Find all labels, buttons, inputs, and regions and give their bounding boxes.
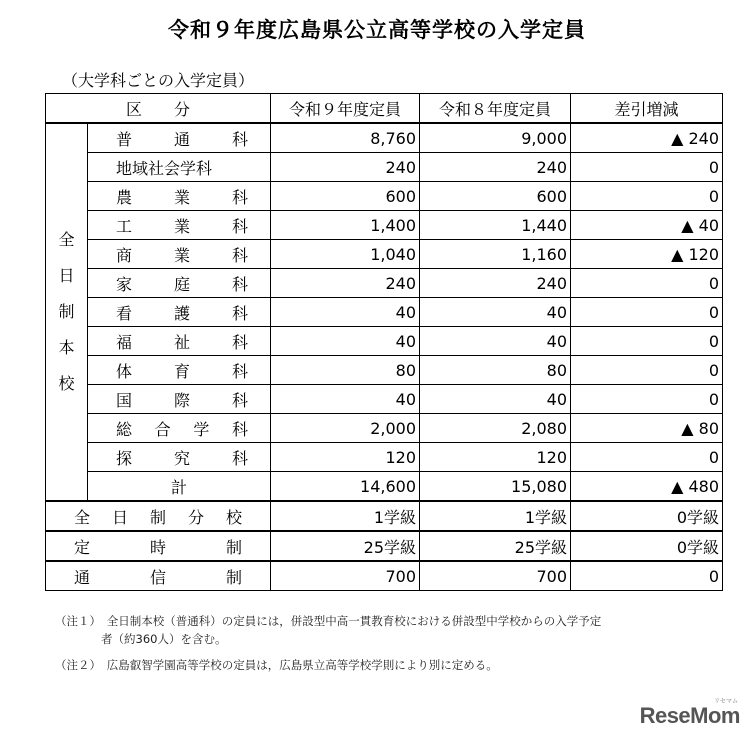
cell-r8: 40 xyxy=(420,327,571,356)
cell-r9: 240 xyxy=(271,153,420,182)
row-label: 通信制 xyxy=(46,561,271,591)
cell-diff: 0 xyxy=(571,327,723,356)
cell-diff: 0 xyxy=(571,356,723,385)
row-label: 国際科 xyxy=(88,385,271,414)
row-label: 総合学科 xyxy=(88,414,271,443)
cell-diff: ▲ 80 xyxy=(571,414,723,443)
row-label: 福祉科 xyxy=(88,327,271,356)
cell-diff: 0 xyxy=(571,153,723,182)
row-label: 普通科 xyxy=(88,123,271,153)
group-label-char: 校 xyxy=(58,374,75,393)
cell-r9: 8,760 xyxy=(271,123,420,153)
cell-r8: 700 xyxy=(420,561,571,591)
row-label: 体育科 xyxy=(88,356,271,385)
total-r8: 15,080 xyxy=(420,472,571,502)
cell-r9: 240 xyxy=(271,269,420,298)
row-label: 家庭科 xyxy=(88,269,271,298)
table-row xyxy=(46,501,723,531)
cell-r9: 25学級 xyxy=(271,531,420,561)
cell-r8: 80 xyxy=(420,356,571,385)
cell-diff: 0学級 xyxy=(571,531,723,561)
table-row xyxy=(46,443,723,472)
cell-r9: 120 xyxy=(271,443,420,472)
row-label: 工業科 xyxy=(88,211,271,240)
row-label: 探究科 xyxy=(88,443,271,472)
row-label: 商業科 xyxy=(88,240,271,269)
table-row xyxy=(46,414,723,443)
table-row xyxy=(46,561,723,591)
table-row xyxy=(46,182,723,211)
cell-diff: 0学級 xyxy=(571,501,723,531)
group-label-char: 全 xyxy=(58,230,75,249)
group-label-char: 日 xyxy=(58,266,75,285)
row-label: 看護科 xyxy=(88,298,271,327)
total-diff: ▲ 480 xyxy=(571,472,723,502)
cell-diff: 0 xyxy=(571,561,723,591)
cell-r9: 700 xyxy=(271,561,420,591)
page-title: 令和９年度広島県公立高等学校の入学定員 xyxy=(168,18,586,42)
table-row xyxy=(46,327,723,356)
cell-r8: 40 xyxy=(420,385,571,414)
cell-r8: 240 xyxy=(420,153,571,182)
cell-r9: 40 xyxy=(271,385,420,414)
cell-r8: 40 xyxy=(420,298,571,327)
group-label-char: 本 xyxy=(58,338,75,357)
table-row xyxy=(46,211,723,240)
total-r9: 14,600 xyxy=(271,472,420,502)
table-row xyxy=(46,269,723,298)
cell-diff: ▲ 240 xyxy=(571,123,723,153)
cell-diff: 0 xyxy=(571,269,723,298)
row-label: 農業科 xyxy=(88,182,271,211)
table-row xyxy=(46,356,723,385)
total-label: 計 xyxy=(88,472,271,502)
cell-diff: 0 xyxy=(571,443,723,472)
table-row xyxy=(46,531,723,561)
table-row xyxy=(46,123,723,153)
cell-r8: 1学級 xyxy=(420,501,571,531)
header-diff: 差引増減 xyxy=(571,94,723,124)
table-row xyxy=(46,385,723,414)
total-row xyxy=(46,472,723,502)
cell-r9: 1,400 xyxy=(271,211,420,240)
table-subtitle: （大学科ごとの入学定員） xyxy=(62,71,255,90)
footnotes xyxy=(55,612,601,674)
resemom-logo: ReseMom xyxy=(639,703,740,728)
row-label: 定時制 xyxy=(46,531,271,561)
header-r8: 令和８年度定員 xyxy=(420,94,571,124)
cell-r8: 1,160 xyxy=(420,240,571,269)
row-label: 全日制分校 xyxy=(46,501,271,531)
table-row xyxy=(46,240,723,269)
note-1-line-1: （注１） 全日制本校（普通科）の定員には，併設型中高一貫教育校における併設型中学校からの入学予定 xyxy=(55,614,602,628)
table-row xyxy=(46,298,723,327)
note-1-line-2: 者（約360人）を含む。 xyxy=(55,632,227,646)
cell-r9: 600 xyxy=(271,182,420,211)
row-label: 地域社会学科 xyxy=(88,153,271,182)
cell-diff: 0 xyxy=(571,298,723,327)
cell-diff: ▲ 120 xyxy=(571,240,723,269)
cell-r9: 80 xyxy=(271,356,420,385)
cell-diff: ▲ 40 xyxy=(571,211,723,240)
group-label-zennichisei-honkou xyxy=(46,123,88,501)
note-2: （注２） 広島叡智学園高等学校の定員は，広島県立高等学校学則により別に定める。 xyxy=(55,658,498,672)
logo-subtext: リセマム xyxy=(714,698,738,705)
cell-diff: 0 xyxy=(571,385,723,414)
header-category: 区 分 xyxy=(46,94,271,124)
group-label-char: 制 xyxy=(58,302,75,321)
cell-r8: 600 xyxy=(420,182,571,211)
cell-r9: 1学級 xyxy=(271,501,420,531)
cell-r8: 1,440 xyxy=(420,211,571,240)
cell-r8: 2,080 xyxy=(420,414,571,443)
cell-r8: 25学級 xyxy=(420,531,571,561)
table-header-row xyxy=(46,94,723,124)
header-r9: 令和９年度定員 xyxy=(271,94,420,124)
cell-diff: 0 xyxy=(571,182,723,211)
cell-r8: 9,000 xyxy=(420,123,571,153)
cell-r9: 40 xyxy=(271,298,420,327)
cell-r8: 120 xyxy=(420,443,571,472)
cell-r9: 40 xyxy=(271,327,420,356)
cell-r9: 2,000 xyxy=(271,414,420,443)
cell-r9: 1,040 xyxy=(271,240,420,269)
enrollment-table xyxy=(45,93,723,591)
table-row xyxy=(46,153,723,182)
cell-r8: 240 xyxy=(420,269,571,298)
